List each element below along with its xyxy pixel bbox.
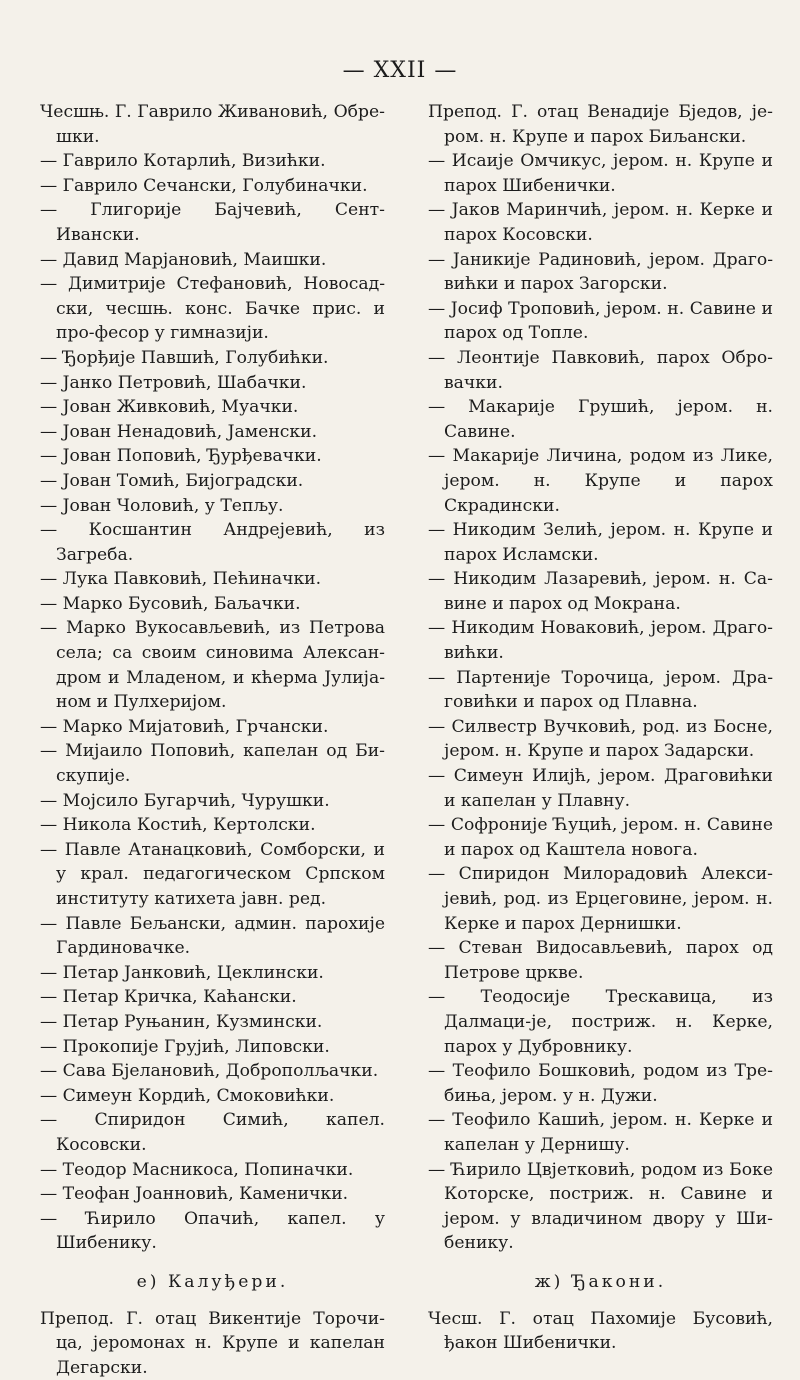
subscriber-entry: — Макарије Личина, родом из Лике, јером. н. Крупе и парох Скрадински. (428, 444, 773, 518)
subscriber-entry: — Макарије Грушић, јером. н. Савине. (428, 395, 773, 444)
subscriber-entry: — Давид Марјановић, Маишки. (40, 248, 385, 273)
subscriber-entry: — Никола Костић, Кертолски. (40, 813, 385, 838)
subscriber-entry: — Исаије Омчикус, јером. н. Крупе и парох Шибенички. (428, 149, 773, 198)
subscriber-entry: — Софроније Ћуцић, јером. н. Савине и парох од Каштела новога. (428, 813, 773, 862)
subscriber-entry: — Стеван Видосављевић, парох од Петрове цркве. (428, 936, 773, 985)
section-heading-deacons: ж) Ђакони. (428, 1270, 773, 1295)
subscriber-entry: — Теодосије Трескавица, из Далмаци-је, постриж. н. Керке, парох у Дубровнику. (428, 985, 773, 1059)
deacons-entries-list (428, 1307, 773, 1356)
subscriber-entry: — Теофило Бошковић, родом из Тре-биња, јером. у н. Дужи. (428, 1059, 773, 1108)
subscriber-entry: — Петар Руњанин, Кузмински. (40, 1010, 385, 1035)
subscriber-entry: — Теофан Јоанновић, Каменички. (40, 1182, 385, 1207)
subscriber-entry: — Глигорије Бајчевић, Сент-Ивански. (40, 198, 385, 247)
subscriber-entry: — Симеун Илијћ, јером. Драговићки и капелан у Плавну. (428, 764, 773, 813)
subscriber-entry: — Марко Вукосављевић, из Петрова села; са своим синовима Алексан-дром и Младеном, и кћерма Јулија-ном и Пулхеријом. (40, 616, 385, 714)
right-column (428, 100, 773, 1356)
subscriber-entry: — Јанко Петровић, Шабачки. (40, 371, 385, 396)
subscriber-entry: Чесш. Г. отац Пахомије Бусовић, ђакон Шибенички. (428, 1307, 773, 1356)
subscriber-entry: — Ћирило Цвјетковић, родом из Боке Которске, постриж. н. Савине и јером. у владичином двору у Ши-бенику. (428, 1158, 773, 1256)
subscriber-entry: — Ћирило Опачић, капел. у Шибенику. (40, 1207, 385, 1256)
subscriber-entry: Препод. Г. отац Викентије Торочи-ца, јеромонах н. Крупе и капелан Дегарски. (40, 1307, 385, 1380)
subscriber-entry: — Ђорђије Павшић, Голубићки. (40, 346, 385, 371)
subscriber-entry: — Павле Атанацковић, Сомборски, и у крал. педагогическом Српском институту катихета јавн. ред. (40, 838, 385, 912)
right-entries-list (428, 100, 773, 1256)
subscriber-entry: — Гаврило Сечански, Голубиначки. (40, 174, 385, 199)
subscriber-entry: — Мијаило Поповић, капелан од Би-скупије. (40, 739, 385, 788)
subscriber-entry: Препод. Г. отац Венадије Бједов, је-ром. н. Крупе и парох Биљански. (428, 100, 773, 149)
subscriber-entry: — Никодим Новаковић, јером. Драго-вићки. (428, 616, 773, 665)
subscriber-entry: — Косшантин Андрејевић, из Загреба. (40, 518, 385, 567)
subscriber-entry: — Теодор Масникоса, Попиначки. (40, 1158, 385, 1183)
subscriber-entry: — Никодим Лазаревић, јером. н. Са-вине и парох од Мокрана. (428, 567, 773, 616)
subscriber-entry: — Спиридон Симић, капел. Косовски. (40, 1108, 385, 1157)
subscriber-entry: Чесшњ. Г. Гаврило Живановић, Обре-шки. (40, 100, 385, 149)
subscriber-entry: — Марко Мијатовић, Грчански. (40, 715, 385, 740)
subscriber-entry: — Сава Бјелановић, Доброполљачки. (40, 1059, 385, 1084)
subscriber-entry: — Јован Живковић, Муачки. (40, 395, 385, 420)
subscriber-entry: — Леонтије Павковић, парох Обро-вачки. (428, 346, 773, 395)
subscriber-entry: — Јован Чоловић, у Тепљу. (40, 494, 385, 519)
subscriber-entry: — Прокопије Грујић, Липовски. (40, 1035, 385, 1060)
subscriber-entry: — Јован Томић, Бијоградски. (40, 469, 385, 494)
page-number: — XXII — (0, 58, 800, 83)
subscriber-entry: — Јован Ненадовић, Јаменски. (40, 420, 385, 445)
subscriber-entry: — Мојсило Бугарчић, Чурушки. (40, 789, 385, 814)
subscriber-entry: — Димитрије Стефановић, Новосад-ски, чесшњ. конс. Бачке прис. и про-фесор у гимназији. (40, 272, 385, 346)
subscriber-entry: — Јован Поповић, Ђурђевачки. (40, 444, 385, 469)
subscriber-entry: — Теофило Кашић, јером. н. Керке и капелан у Дернишу. (428, 1108, 773, 1157)
subscriber-entry: — Петар Кричка, Каћански. (40, 985, 385, 1010)
subscriber-entry: — Павле Бељански, админ. парохије Гардиновачке. (40, 912, 385, 961)
subscriber-entry: — Петар Јанковић, Цеклински. (40, 961, 385, 986)
subscriber-entry: — Спиридон Милорадовић Алекси-јевић, род. из Ерцеговине, јером. н. Керке и парох Дернишки. (428, 862, 773, 936)
left-entries-list (40, 100, 385, 1256)
subscriber-entry: — Симеун Кордић, Смоковићки. (40, 1084, 385, 1109)
section-heading-monks: е) Калуђери. (40, 1270, 385, 1295)
subscriber-entry: — Марко Бусовић, Баљачки. (40, 592, 385, 617)
subscriber-entry: — Јаков Маринчић, јером. н. Керке и парох Косовски. (428, 198, 773, 247)
subscriber-entry: — Партеније Торочица, јером. Дра-говићки и парох од Плавна. (428, 666, 773, 715)
subscriber-entry: — Никодим Зелић, јером. н. Крупе и парох Исламски. (428, 518, 773, 567)
subscriber-entry: — Силвестр Вучковић, род. из Босне, јером. н. Крупе и парох Задарски. (428, 715, 773, 764)
left-column (40, 100, 385, 1380)
subscriber-entry: — Гаврило Котарлић, Визићки. (40, 149, 385, 174)
subscriber-entry: — Јосиф Троповић, јером. н. Савине и парох од Топле. (428, 297, 773, 346)
subscriber-entry: — Лука Павковић, Пећиначки. (40, 567, 385, 592)
subscriber-entry: — Јаникије Радиновић, јером. Драго-вићки и парох Загорски. (428, 248, 773, 297)
